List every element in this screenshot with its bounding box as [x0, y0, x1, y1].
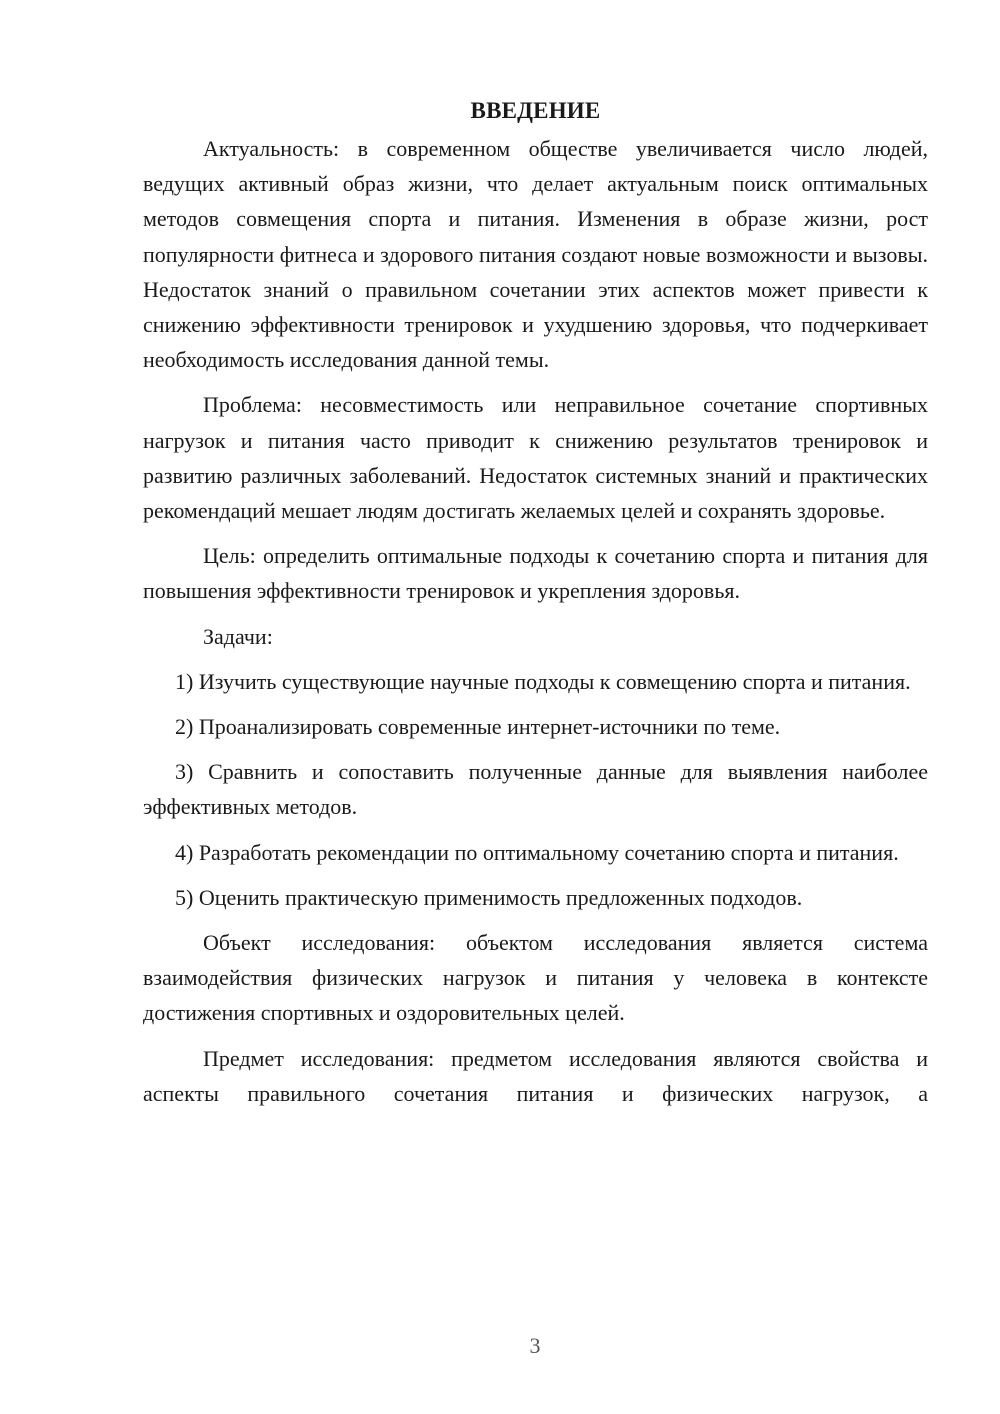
paragraph-problem: Проблема: несовместимость или неправильное сочетание спортивных нагрузок и питания часто приводит к снижению результатов тренировок и развитию различных заболеваний. Недостаток системных знаний и практических рекомендаций мешает людям достигать желаемых целей и сохранять здоровье.	[143, 392, 928, 524]
paragraph-object: Объект исследования: объектом исследования является система взаимодействия физических нагрузок и питания у человека в контексте достижения спортивных и оздоровительных целей.	[143, 930, 928, 1026]
task-item-2: 2) Проанализировать современные интернет-источники по теме.	[175, 714, 781, 740]
task-item-3: 3) Сравнить и сопоставить полученные данные для выявления наиболее эффективных методов.	[143, 759, 928, 820]
task-item-5: 5) Оценить практическую применимость предложенных подходов.	[175, 884, 803, 910]
paragraph-subject: Предмет исследования: предметом исследования являются свойства и аспекты правильного сочетания питания и физических нагрузок, а	[143, 1045, 928, 1106]
page-number: 3	[529, 1333, 541, 1358]
task-item-1: 1) Изучить существующие научные подходы к совмещению спорта и питания.	[175, 668, 911, 694]
paragraph-relevance: Актуальность: в современном обществе увеличивается число людей, ведущих активный образ жизни, что делает актуальным поиск оптимальных методов совмещения спорта и питания. Изменения в образе жизни, рост популярности фитнеса и здорового питания создают новые возможности и вызовы. Недостаток знаний о правильном сочетании этих аспектов может привести к снижению эффективности тренировок и ухудшению здоровья, что подчеркивает необходимость исследования данной темы.	[143, 136, 928, 373]
document-page	[143, 94, 928, 1121]
task-item-4: 4) Разработать рекомендации по оптимальному сочетанию спорта и питания.	[175, 839, 899, 865]
section-title: ВВЕДЕНИЕ	[470, 98, 601, 123]
paragraph-goal: Цель: определить оптимальные подходы к сочетанию спорта и питания для повышения эффективности тренировок и укрепления здоровья.	[143, 543, 928, 604]
paragraph-tasks-heading: Задачи:	[203, 623, 273, 649]
